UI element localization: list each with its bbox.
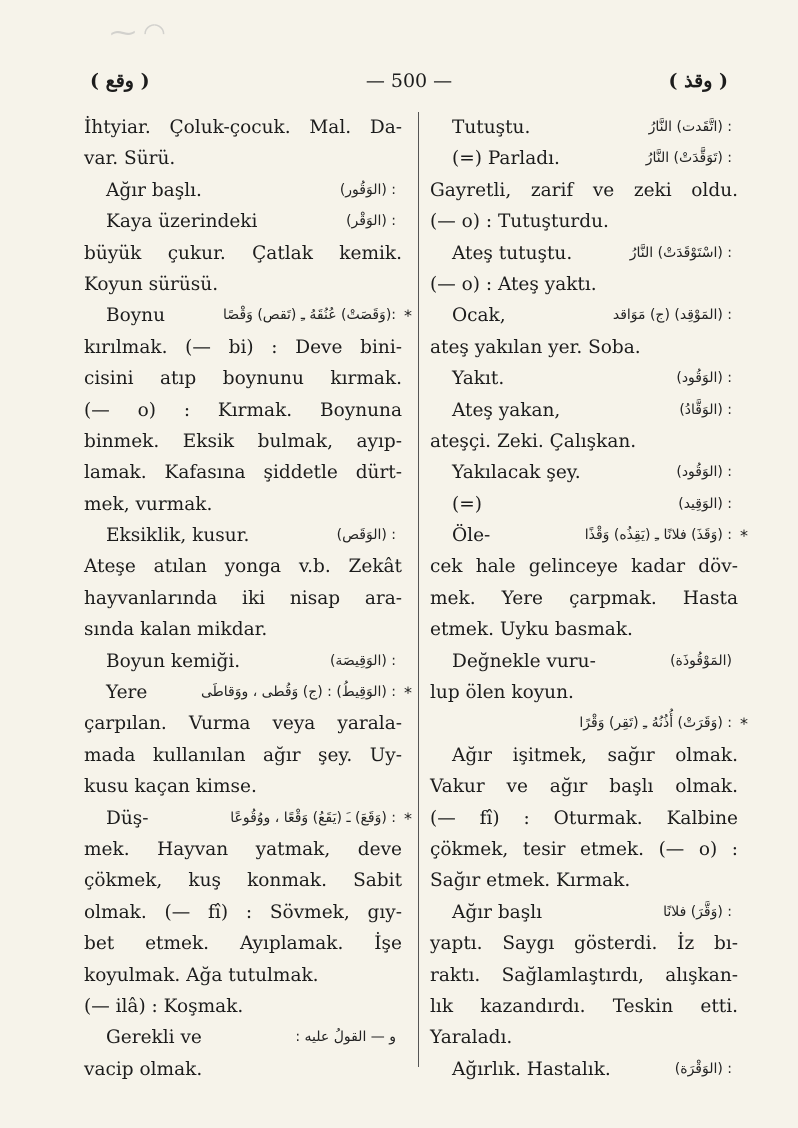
- entry-text: binmek. Eksik bulmak, ayıp-: [84, 430, 402, 452]
- entry-line: [430, 928, 738, 959]
- entry-line: [430, 1054, 738, 1085]
- entry-text: Ağır başlı.: [106, 179, 202, 201]
- entry-line: [430, 143, 738, 174]
- entry-text: çarpılan. Vurma veya yarala-: [84, 713, 402, 735]
- entry-line: [84, 112, 402, 143]
- entry-text: Öle-: [452, 525, 491, 547]
- entry-line: [430, 771, 738, 802]
- entry-text: Ağır işitmek, sağır olmak.: [452, 744, 738, 766]
- entry-line: [430, 363, 738, 394]
- entry-text: mek. Hayvan yatmak, deve: [84, 838, 402, 860]
- entry-line: [84, 960, 402, 991]
- entry-line: [84, 238, 402, 269]
- entry-text: Yakılacak şey.: [452, 462, 581, 484]
- entry-text: çökmek, tesir etmek. (— o) :: [430, 838, 738, 860]
- entry-text: yaptı. Saygı gösterdi. İz bı-: [430, 933, 738, 955]
- entry-text: Gayretli, zarif ve zeki oldu.: [430, 179, 738, 201]
- arabic-headword: : (الوَقِيطُ) : (ج) وَقُطى ، ووَقاطَى: [200, 684, 396, 701]
- entry-text: (=) Parladı.: [452, 148, 560, 170]
- entry-text: Değnekle vuru-: [452, 650, 596, 672]
- entry-line: [84, 991, 402, 1022]
- entry-line: [84, 1022, 402, 1053]
- entry-text: Ağır başlı: [452, 901, 543, 923]
- entry-line: [84, 771, 402, 802]
- arabic-headword: : (الوَقِيد): [678, 495, 732, 512]
- entry-text: cek hale gelinceye kadar döv-: [430, 556, 738, 578]
- entry-line: [84, 614, 402, 645]
- header-right-root: ( وقذ ): [668, 70, 728, 92]
- entry-line: [84, 897, 402, 928]
- entry-line: [430, 897, 738, 928]
- entry-text: Koyun sürüsü.: [84, 273, 219, 295]
- entry-text: lup ölen koyun.: [430, 682, 574, 704]
- entry-text: Düş-: [106, 807, 149, 829]
- entry-text: (— o) : Ateş yaktı.: [430, 273, 597, 295]
- entry-text: vacip olmak.: [84, 1058, 203, 1080]
- entry-line: [430, 614, 738, 645]
- arabic-headword: : (الوَقُود): [676, 370, 732, 387]
- entry-line: [430, 708, 748, 739]
- entry-line: [430, 583, 738, 614]
- arabic-headword: : (وَقَعَ) ـَ (يَقَعُ) وَقْعًا ، ووُقُوعًا: [230, 809, 396, 826]
- entry-line: [84, 708, 402, 739]
- entry-line: [84, 551, 402, 582]
- entry-text: Gerekli ve: [106, 1027, 202, 1049]
- arabic-headword: : (اتَّقَدت) النَّارُ: [648, 119, 732, 135]
- entry-text: çökmek, kuş konmak. Sabit: [84, 870, 402, 892]
- entry-line: [430, 520, 748, 551]
- entry-line: [430, 426, 738, 457]
- entry-text: (— o) : Kırmak. Boynuna: [84, 399, 402, 421]
- arabic-headword: : (تَوَقَّدَتْ) النَّارُ: [645, 150, 732, 167]
- left-column: [84, 112, 412, 1085]
- entry-text: Sağır etmek. Kırmak.: [430, 870, 631, 892]
- entry-text: Ateş yakan,: [452, 399, 561, 421]
- entry-line: [84, 865, 402, 896]
- entry-line: [84, 206, 402, 237]
- entry-line: [84, 834, 402, 865]
- entry-text: koyulmak. Ağa tutulmak.: [84, 964, 319, 986]
- entry-line: [84, 803, 412, 834]
- entry-line: [84, 489, 402, 520]
- entry-text: mek, vurmak.: [84, 493, 213, 515]
- entry-text: var. Sürü.: [84, 148, 176, 170]
- entry-star-marker: *: [740, 526, 748, 546]
- entry-line: [84, 928, 402, 959]
- arabic-headword: : (الوَقُور): [339, 181, 396, 198]
- arabic-headword: : (المَوْقِد) (ج) مَوَاقد: [612, 307, 732, 324]
- entry-line: [430, 960, 738, 991]
- arabic-headword: :(وَقَصَتْ) عُنُقَهُ ـِ (تَقص) وَقْصًا: [223, 307, 396, 324]
- entry-line: [430, 206, 738, 237]
- arabic-headword: : (الوَقْر): [346, 213, 396, 230]
- entry-line: [430, 457, 738, 488]
- entry-text: olmak. (— fî) : Sövmek, gıy-: [84, 901, 402, 923]
- entry-text: sında kalan mikdar.: [84, 619, 268, 641]
- entry-line: [84, 363, 402, 394]
- entry-line: [430, 551, 738, 582]
- entry-text: Boynu: [106, 305, 166, 327]
- entry-line: [84, 300, 412, 331]
- arabic-headword: : (اسْتَوْقَدَتْ) النَّارُ: [629, 244, 732, 261]
- entry-text: Yaraladı.: [430, 1027, 513, 1049]
- entry-text: büyük çukur. Çatlak kemik.: [84, 242, 402, 264]
- entry-line: [84, 269, 402, 300]
- entry-line: [430, 332, 738, 363]
- entry-line: [430, 646, 738, 677]
- ink-smudge: ⁓ ◜◝: [110, 18, 165, 48]
- entry-text: raktı. Sağlamlaştırdı, alışkan-: [430, 964, 738, 986]
- entry-text: etmek. Uyku basmak.: [430, 619, 633, 641]
- page-header: [90, 70, 728, 98]
- entry-text: Ağırlık. Hastalık.: [452, 1058, 611, 1080]
- arabic-headword: : (الوَقَّادُ): [679, 401, 732, 418]
- entry-text: cisini atıp boynunu kırmak.: [84, 368, 402, 390]
- entry-line: [84, 143, 402, 174]
- entry-text: mada kullanılan ağır şey. Uy-: [84, 744, 402, 766]
- entry-text: (— o) : Tutuşturdu.: [430, 211, 609, 233]
- entry-line: [84, 332, 402, 363]
- entry-text: Vakur ve ağır başlı olmak.: [430, 776, 738, 798]
- entry-text: Yere: [106, 682, 148, 704]
- entry-line: [430, 300, 738, 331]
- entry-line: [430, 489, 738, 520]
- entry-text: lamak. Kafasına şiddetle dürt-: [84, 462, 402, 484]
- entry-text: Tutuştu.: [452, 117, 531, 138]
- page-number: — 500 —: [365, 70, 453, 92]
- entry-text: kırılmak. (— bi) : Deve bini-: [84, 336, 402, 358]
- arabic-headword: : (وَقَّرَ) فلانًا: [663, 903, 732, 920]
- entry-text: Yakıt.: [452, 368, 505, 390]
- entry-text: bet etmek. Ayıplamak. İşe: [84, 933, 402, 955]
- entry-line: [430, 112, 738, 143]
- entry-line: [430, 175, 738, 206]
- entry-line: [84, 646, 402, 677]
- entry-star-marker: *: [404, 808, 412, 828]
- arabic-headword: (المَوْقُوذَة): [670, 652, 732, 669]
- entry-line: [84, 426, 402, 457]
- arabic-headword: : (الوَقُود): [676, 464, 732, 481]
- entry-line: [84, 583, 402, 614]
- entry-text: ateş yakılan yer. Soba.: [430, 336, 641, 358]
- entry-line: [84, 740, 402, 771]
- entry-text: Ocak,: [452, 305, 506, 327]
- entry-text: (— fî) : Oturmak. Kalbine: [430, 807, 738, 829]
- entry-star-marker: *: [404, 306, 412, 326]
- arabic-headword: : (الوَقْرَة): [674, 1060, 732, 1077]
- entry-text: mek. Yere çarpmak. Hasta: [430, 587, 738, 609]
- arabic-headword: : (وَقَذَ) فلانًا ـِ (يَقِذُه) وَقْذًا: [584, 527, 732, 544]
- right-column: [430, 112, 748, 1085]
- entry-text: Kaya üzerindeki: [106, 211, 258, 233]
- entry-text: Ateşe atılan yonga v.b. Zekât: [84, 556, 402, 578]
- entry-text: hayvanlarında iki nisap ara-: [84, 587, 402, 609]
- arabic-headword: : (الوَقِيصَة): [329, 652, 396, 669]
- entry-text: kusu kaçan kimse.: [84, 776, 257, 798]
- entry-line: [84, 395, 402, 426]
- entry-text: (=): [452, 493, 482, 515]
- arabic-headword: : (الوَقَص): [336, 527, 396, 544]
- entry-line: [430, 677, 738, 708]
- entry-line: [84, 677, 412, 708]
- arabic-headword: و — القولُ عليه :: [295, 1029, 396, 1046]
- entry-line: [430, 740, 738, 771]
- entry-line: [430, 991, 738, 1022]
- header-left-root: ( وقع ): [90, 70, 150, 92]
- entry-star-marker: *: [740, 714, 748, 734]
- entry-line: [430, 269, 738, 300]
- arabic-headword: : (وَقَرَتْ) أُذُنُهُ ـِ (تَقِر) وَقْرًا: [579, 715, 732, 732]
- entry-text: Eksiklik, kusur.: [106, 525, 250, 547]
- entry-line: [84, 457, 402, 488]
- entry-text: (— ilâ) : Koşmak.: [84, 995, 244, 1017]
- entry-text: Ateş tutuştu.: [452, 242, 573, 264]
- entry-text: ateşçi. Zeki. Çalışkan.: [430, 430, 637, 452]
- entry-line: [84, 175, 402, 206]
- entry-text: lık kazandırdı. Teskin etti.: [430, 995, 738, 1017]
- entry-line: [430, 238, 738, 269]
- entry-star-marker: *: [404, 683, 412, 703]
- entry-line: [430, 865, 738, 896]
- entry-line: [430, 834, 738, 865]
- entry-line: [84, 1054, 402, 1085]
- entry-line: [84, 520, 402, 551]
- entry-text: İhtyiar. Çoluk-çocuk. Mal. Da-: [84, 117, 402, 138]
- entry-text: Boyun kemiği.: [106, 650, 241, 672]
- column-divider: [418, 112, 419, 1067]
- entry-line: [430, 395, 738, 426]
- entry-line: [430, 803, 738, 834]
- entry-line: [430, 1022, 738, 1053]
